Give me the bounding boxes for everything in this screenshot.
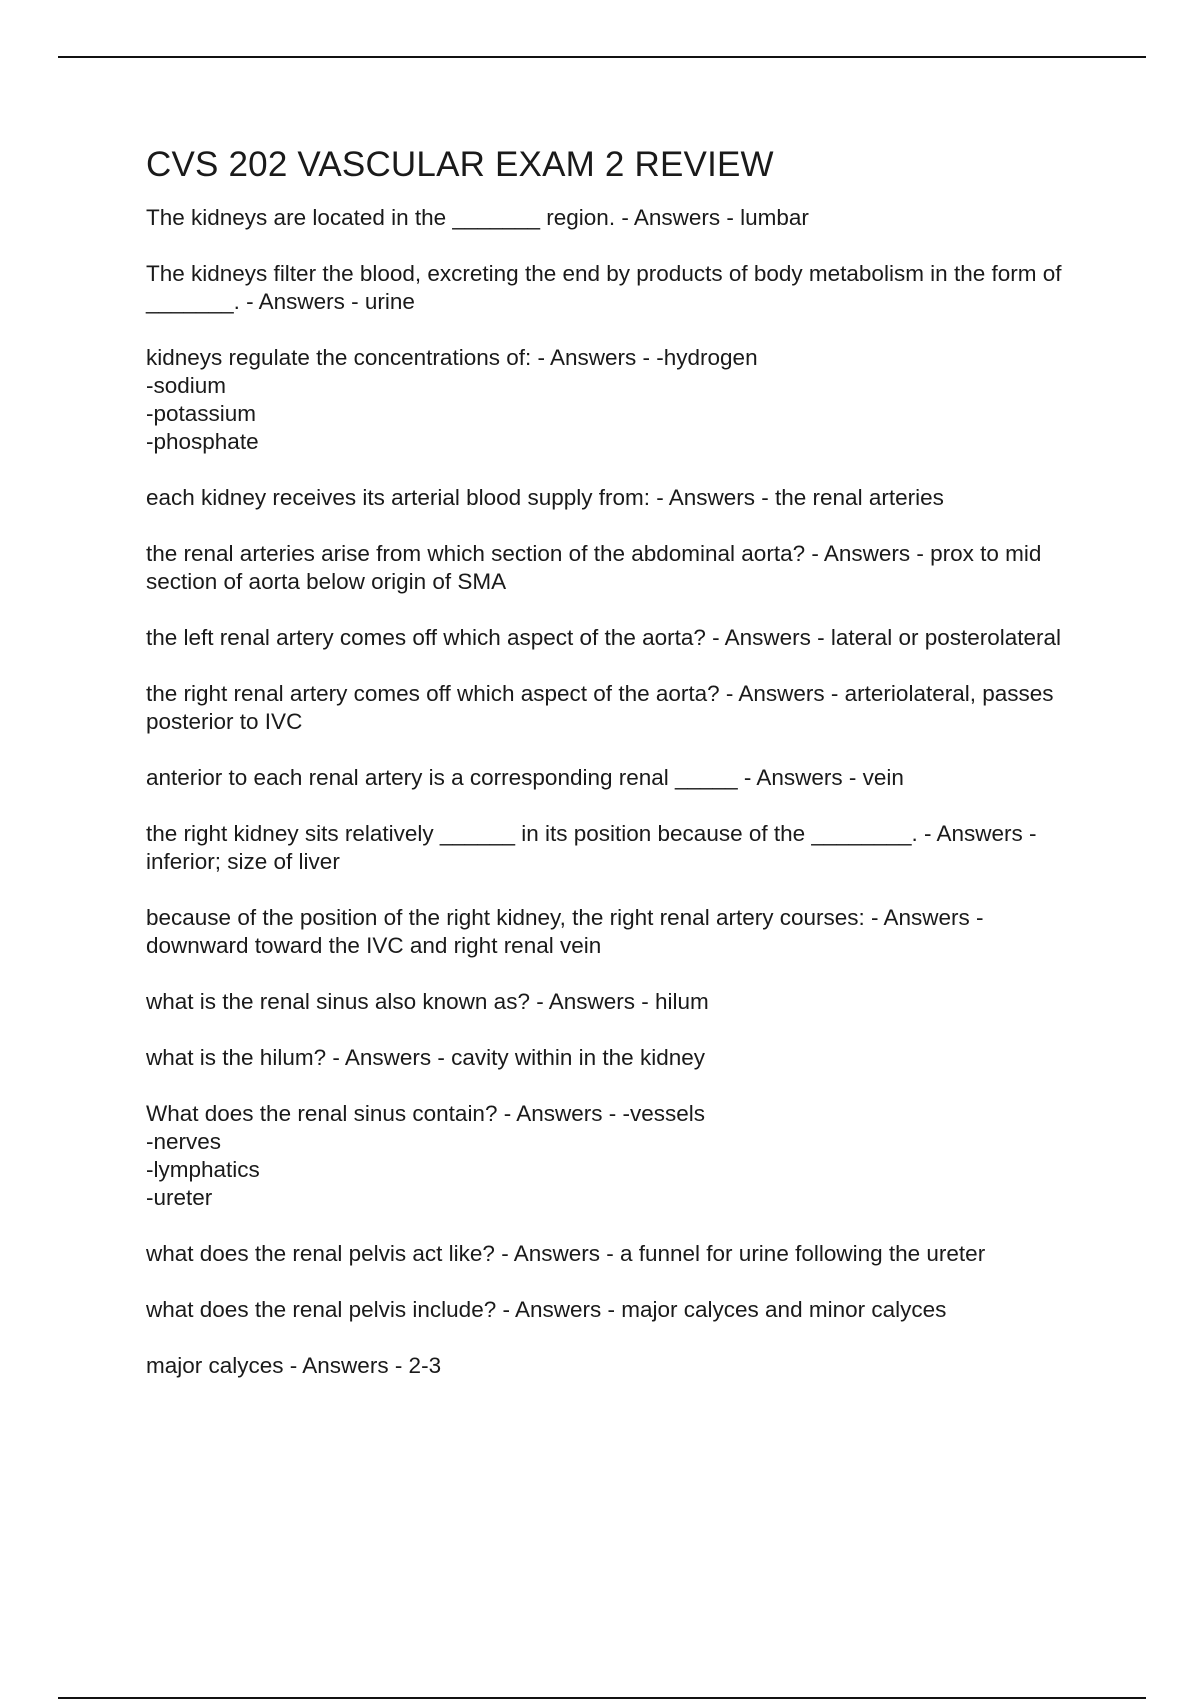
qa-item-4: each kidney receives its arterial blood supply from: - Answers - the renal arteries <box>146 485 944 510</box>
qa-item-14: what does the renal pelvis act like? - Answers - a funnel for urine following the ureter <box>146 1241 986 1266</box>
qa-item-12: what is the hilum? - Answers - cavity within in the kidney <box>146 1045 705 1070</box>
document-body <box>146 140 1076 1408</box>
qa-list <box>146 204 1076 1380</box>
qa-item-13: What does the renal sinus contain? - Answers - -vessels -nerves -lymphatics -ureter <box>146 1101 706 1210</box>
qa-item-3: kidneys regulate the concentrations of: - Answers - -hydrogen -sodium -potassium -phosphate <box>146 345 758 454</box>
document-title: CVS 202 VASCULAR EXAM 2 REVIEW <box>146 145 774 184</box>
qa-item-8: anterior to each renal artery is a corresponding renal _____ - Answers - vein <box>146 765 904 790</box>
qa-item-6: the left renal artery comes off which aspect of the aorta? - Answers - lateral or posterolateral <box>146 625 1062 650</box>
qa-item-16: major calyces - Answers - 2-3 <box>146 1353 442 1378</box>
qa-item-1: The kidneys are located in the _______ region. - Answers - lumbar <box>146 205 809 230</box>
qa-item-5: the renal arteries arise from which section of the abdominal aorta? - Answers - prox to mid section of aorta below origin of SMA <box>146 541 1042 594</box>
qa-item-15: what does the renal pelvis include? - Answers - major calyces and minor calyces <box>146 1297 947 1322</box>
qa-item-2: The kidneys filter the blood, excreting the end by products of body metabolism in the form of _______. - Answers - urine <box>146 261 1062 314</box>
bottom-rule <box>58 1697 1146 1699</box>
qa-item-7: the right renal artery comes off which aspect of the aorta? - Answers - arteriolateral, passes posterior to IVC <box>146 681 1054 734</box>
qa-item-9: the right kidney sits relatively ______ in its position because of the ________. - Answers - inferior; size of liver <box>146 821 1037 874</box>
qa-item-10: because of the position of the right kidney, the right renal artery courses: - Answers - downward toward the IVC and right renal vein <box>146 905 984 958</box>
top-rule <box>58 56 1146 58</box>
qa-item-11: what is the renal sinus also known as? - Answers - hilum <box>146 989 709 1014</box>
